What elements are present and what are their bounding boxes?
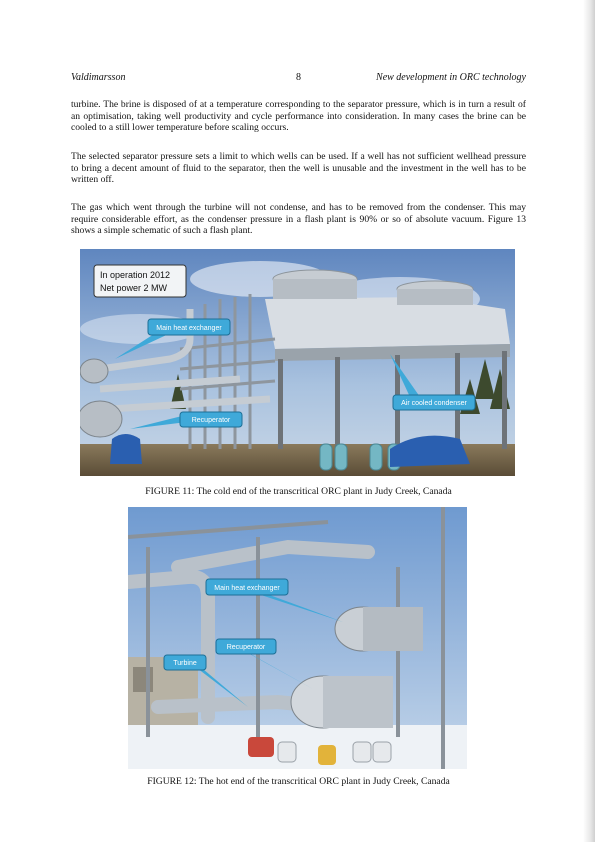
header-page-number: 8 xyxy=(296,72,301,83)
paragraph-brine: turbine. The brine is disposed of at a temperature corresponding to the separator pressure, which is in turn a result of an optimisation, taking well productivity and cycle performance into consideration. In many cases the brine can be cooled to a still lower temperature before scaling occurs. xyxy=(71,99,526,134)
paragraph-separator-pressure: The selected separator pressure sets a limit to which wells can be used. If a well has not sufficient wellhead pressure to bring a decent amount of fluid to the separator, then the well is unusable and the investment in the well has to be written off. xyxy=(71,151,526,186)
figure-11-caption: FIGURE 11: The cold end of the transcritical ORC plant in Judy Creek, Canada xyxy=(145,486,452,497)
header-author: Valdimarsson xyxy=(71,72,126,83)
callout-turbine-label: Turbine xyxy=(173,660,197,667)
figure-11-info-line1: In operation 2012 xyxy=(100,270,171,280)
callout-recuperator-label: Recuperator xyxy=(191,417,231,424)
page-edge-shadow xyxy=(583,0,595,842)
callout-main-heat-exchanger-label: Main heat exchanger xyxy=(156,325,222,332)
callout-air-cooled-condenser-label: Air cooled condenser xyxy=(401,400,467,407)
figure-12-photo xyxy=(128,507,467,769)
running-header xyxy=(71,72,526,86)
paragraph-gas-removal: The gas which went through the turbine will not condense, and has to be removed from the condenser. This may require considerable effort, as the condenser pressure in a flash plant is 90% or so of absolute vacuum. Figure 13 shows a simple schematic of such a flash plant. xyxy=(71,202,526,237)
figure-11-photo xyxy=(80,249,515,476)
figure-11-info-box xyxy=(94,265,186,297)
callout-main-heat-exchanger-2-label: Main heat exchanger xyxy=(214,585,280,592)
figure-11-info-line2: Net power 2 MW xyxy=(100,283,168,293)
callout-recuperator-2-label: Recuperator xyxy=(226,644,266,651)
header-title: New development in ORC technology xyxy=(376,72,526,83)
figure-12-caption: FIGURE 12: The hot end of the transcritical ORC plant in Judy Creek, Canada xyxy=(147,776,450,787)
